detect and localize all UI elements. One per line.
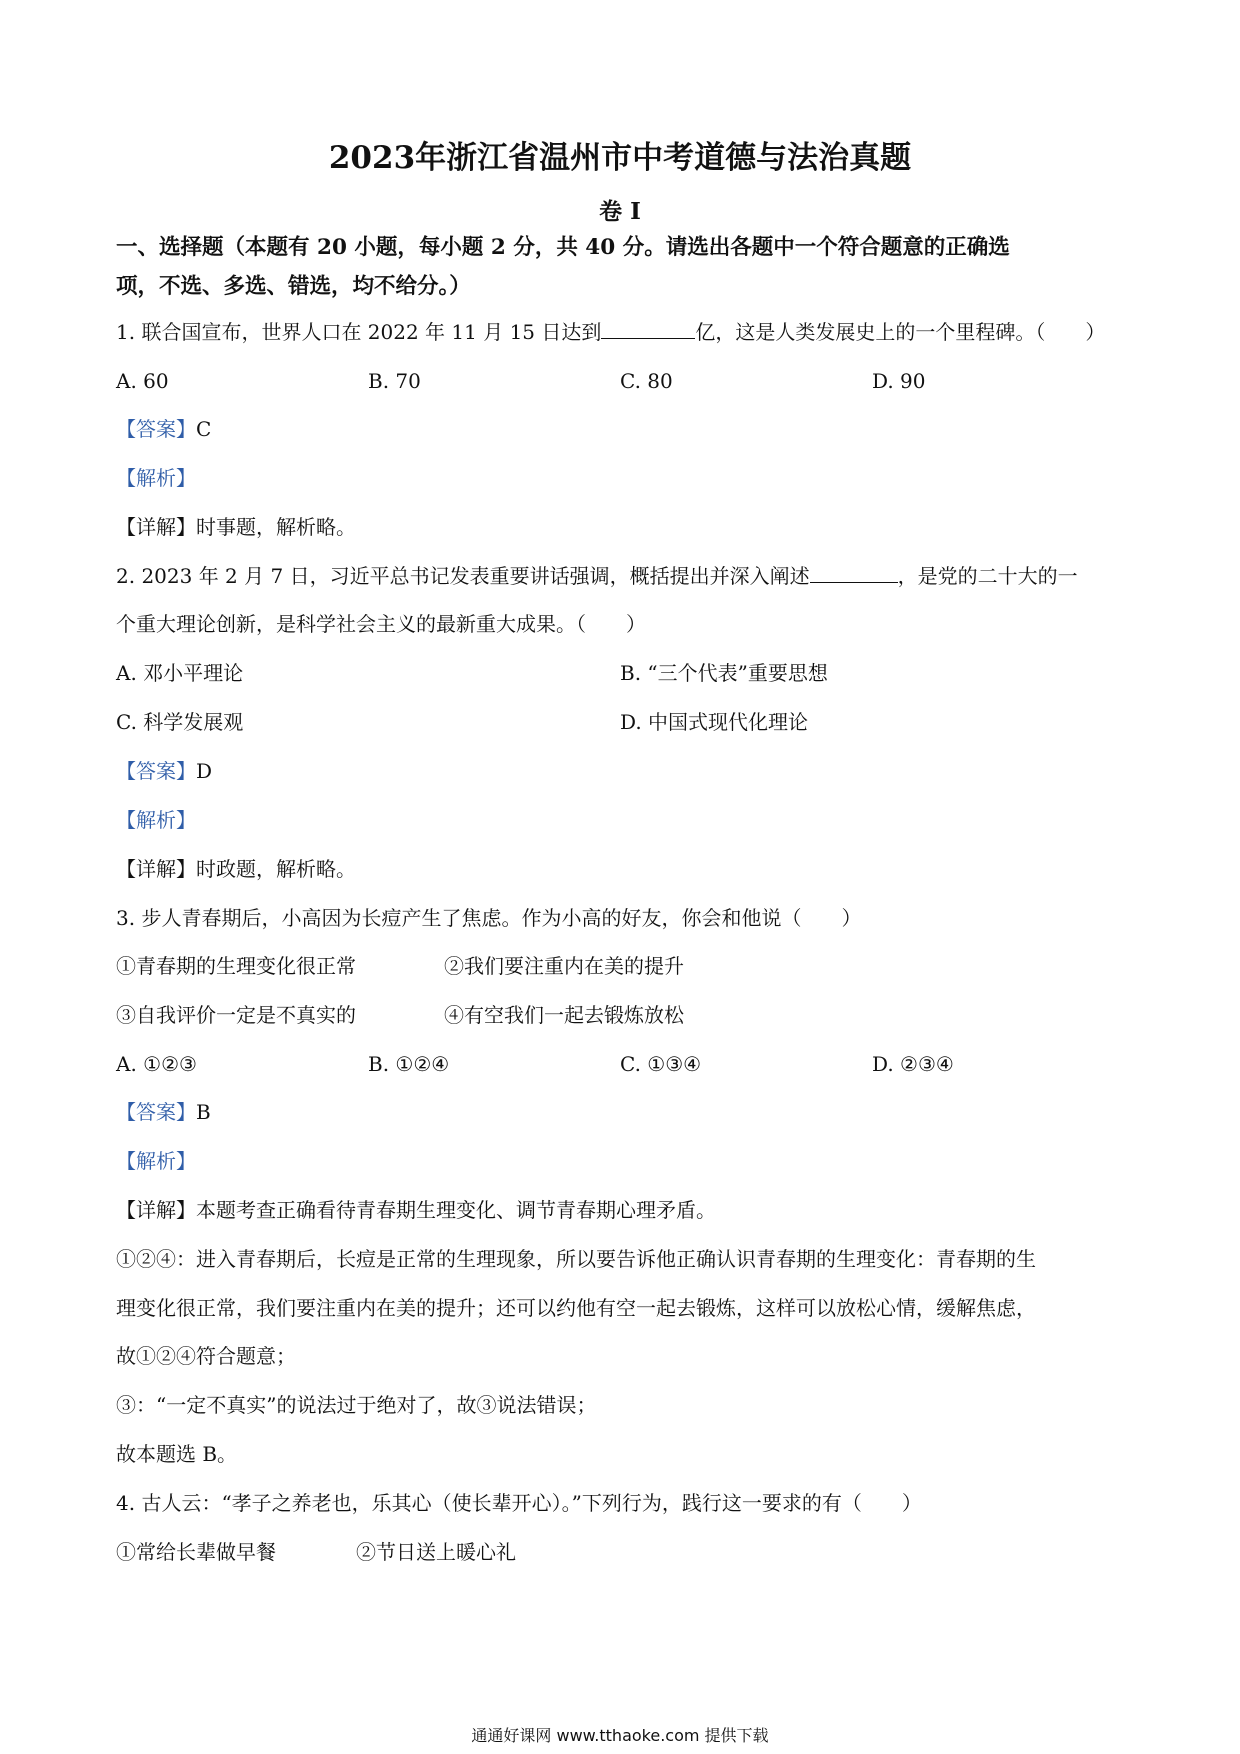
detail-tag: 【详解】	[116, 857, 196, 881]
q3-explanation-4: ③：“一定不真实”的说法过于绝对了，故③说法错误；	[116, 1393, 597, 1417]
q1-option-c: C. 80	[620, 369, 673, 393]
answer-tag: 【答案】	[116, 417, 196, 441]
q3-statement-3: ③自我评价一定是不真实的	[116, 1003, 356, 1027]
q1-answer	[116, 415, 211, 443]
q3-analysis	[116, 1147, 196, 1175]
q3-answer-value: B	[196, 1100, 211, 1124]
q3-answer	[116, 1098, 211, 1126]
q2-detail	[116, 855, 356, 883]
answer-tag: 【答案】	[116, 1100, 196, 1124]
q3-option-c: C. ①③④	[620, 1052, 702, 1076]
page-title: 2023年浙江省温州市中考道德与法治真题	[328, 140, 912, 176]
section-heading-line1: 一、选择题（本题有 20 小题，每小题 2 分，共 40 分。请选出各题中一个符合题意的正确选	[116, 235, 1010, 260]
page-footer: 通通好课网 www.tthaoke.com 提供下载	[471, 1726, 769, 1745]
q3-option-b: B. ①②④	[368, 1052, 450, 1076]
q1-option-d: D. 90	[872, 369, 926, 393]
q1-detail-text: 时事题，解析略。	[196, 515, 356, 539]
detail-tag: 【详解】	[116, 1198, 196, 1222]
q2-analysis	[116, 806, 196, 834]
q3-detail-text: 本题考查正确看待青春期生理变化、调节青春期心理矛盾。	[196, 1198, 716, 1222]
q2-option-d: D. 中国式现代化理论	[620, 710, 809, 734]
section-heading-line2: 项，不选、多选、错选，均不给分。）	[116, 274, 471, 299]
q2-option-a: A. 邓小平理论	[116, 661, 244, 685]
q3-option-d: D. ②③④	[872, 1052, 954, 1076]
q3-explanation-1: ①②④：进入青春期后，长痘是正常的生理现象，所以要告诉他正确认识青春期的生理变化：青春期的生	[116, 1247, 1036, 1271]
answer-tag: 【答案】	[116, 759, 196, 783]
q3-statement-2: ②我们要注重内在美的提升	[444, 954, 684, 978]
q3-stem: 3. 步人青春期后，小高因为长痘产生了焦虑。作为小高的好友，你会和他说（ ）	[116, 906, 862, 930]
q1-stem	[116, 318, 1105, 346]
q4-stem: 4. 古人云：“孝子之养老也，乐其心（使长辈开心）。”下列行为，践行这一要求的有（ ）	[116, 1491, 922, 1515]
q1-detail	[116, 513, 356, 541]
page-subtitle: 卷 I	[599, 198, 641, 225]
q3-detail	[116, 1196, 716, 1224]
q4-statement-1: ①常给长辈做早餐	[116, 1540, 276, 1564]
q2-stem-part2: ，是党的二十大的一	[897, 564, 1078, 588]
q1-stem-part2: 亿，这是人类发展史上的一个里程碑。（ ）	[695, 320, 1106, 344]
q3-option-a: A. ①②③	[116, 1052, 197, 1076]
q1-blank	[601, 318, 695, 339]
detail-tag: 【详解】	[116, 515, 196, 539]
analysis-tag: 【解析】	[116, 466, 196, 490]
q1-stem-part1: 1. 联合国宣布，世界人口在 2022 年 11 月 15 日达到	[116, 320, 602, 344]
analysis-tag: 【解析】	[116, 1149, 196, 1173]
analysis-tag: 【解析】	[116, 808, 196, 832]
q2-answer-value: D	[196, 759, 213, 783]
q2-detail-text: 时政题，解析略。	[196, 857, 356, 881]
q2-stem-part1: 2. 2023 年 2 月 7 日，习近平总书记发表重要讲话强调，概括提出并深入阐述	[116, 564, 810, 588]
q1-analysis	[116, 464, 196, 492]
q3-statement-1: ①青春期的生理变化很正常	[116, 954, 356, 978]
q1-option-b: B. 70	[368, 369, 421, 393]
q3-explanation-2: 理变化很正常，我们要注重内在美的提升；还可以约他有空一起去锻炼，这样可以放松心情，缓解焦虑，	[116, 1296, 1036, 1320]
q3-explanation-5: 故本题选 B。	[116, 1442, 238, 1466]
q2-stem-line2: 个重大理论创新，是科学社会主义的最新重大成果。（ ）	[116, 612, 646, 636]
q1-answer-value: C	[196, 417, 212, 441]
q2-option-c: C. 科学发展观	[116, 710, 244, 734]
q3-explanation-3: 故①②④符合题意；	[116, 1344, 296, 1368]
q3-statement-4: ④有空我们一起去锻炼放松	[444, 1003, 684, 1027]
q2-option-b: B. “三个代表”重要思想	[620, 661, 828, 685]
q1-option-a: A. 60	[116, 369, 169, 393]
q2-answer	[116, 757, 212, 785]
q2-blank	[810, 562, 898, 583]
q2-stem	[116, 562, 1078, 590]
q4-statement-2: ②节日送上暖心礼	[356, 1540, 516, 1564]
